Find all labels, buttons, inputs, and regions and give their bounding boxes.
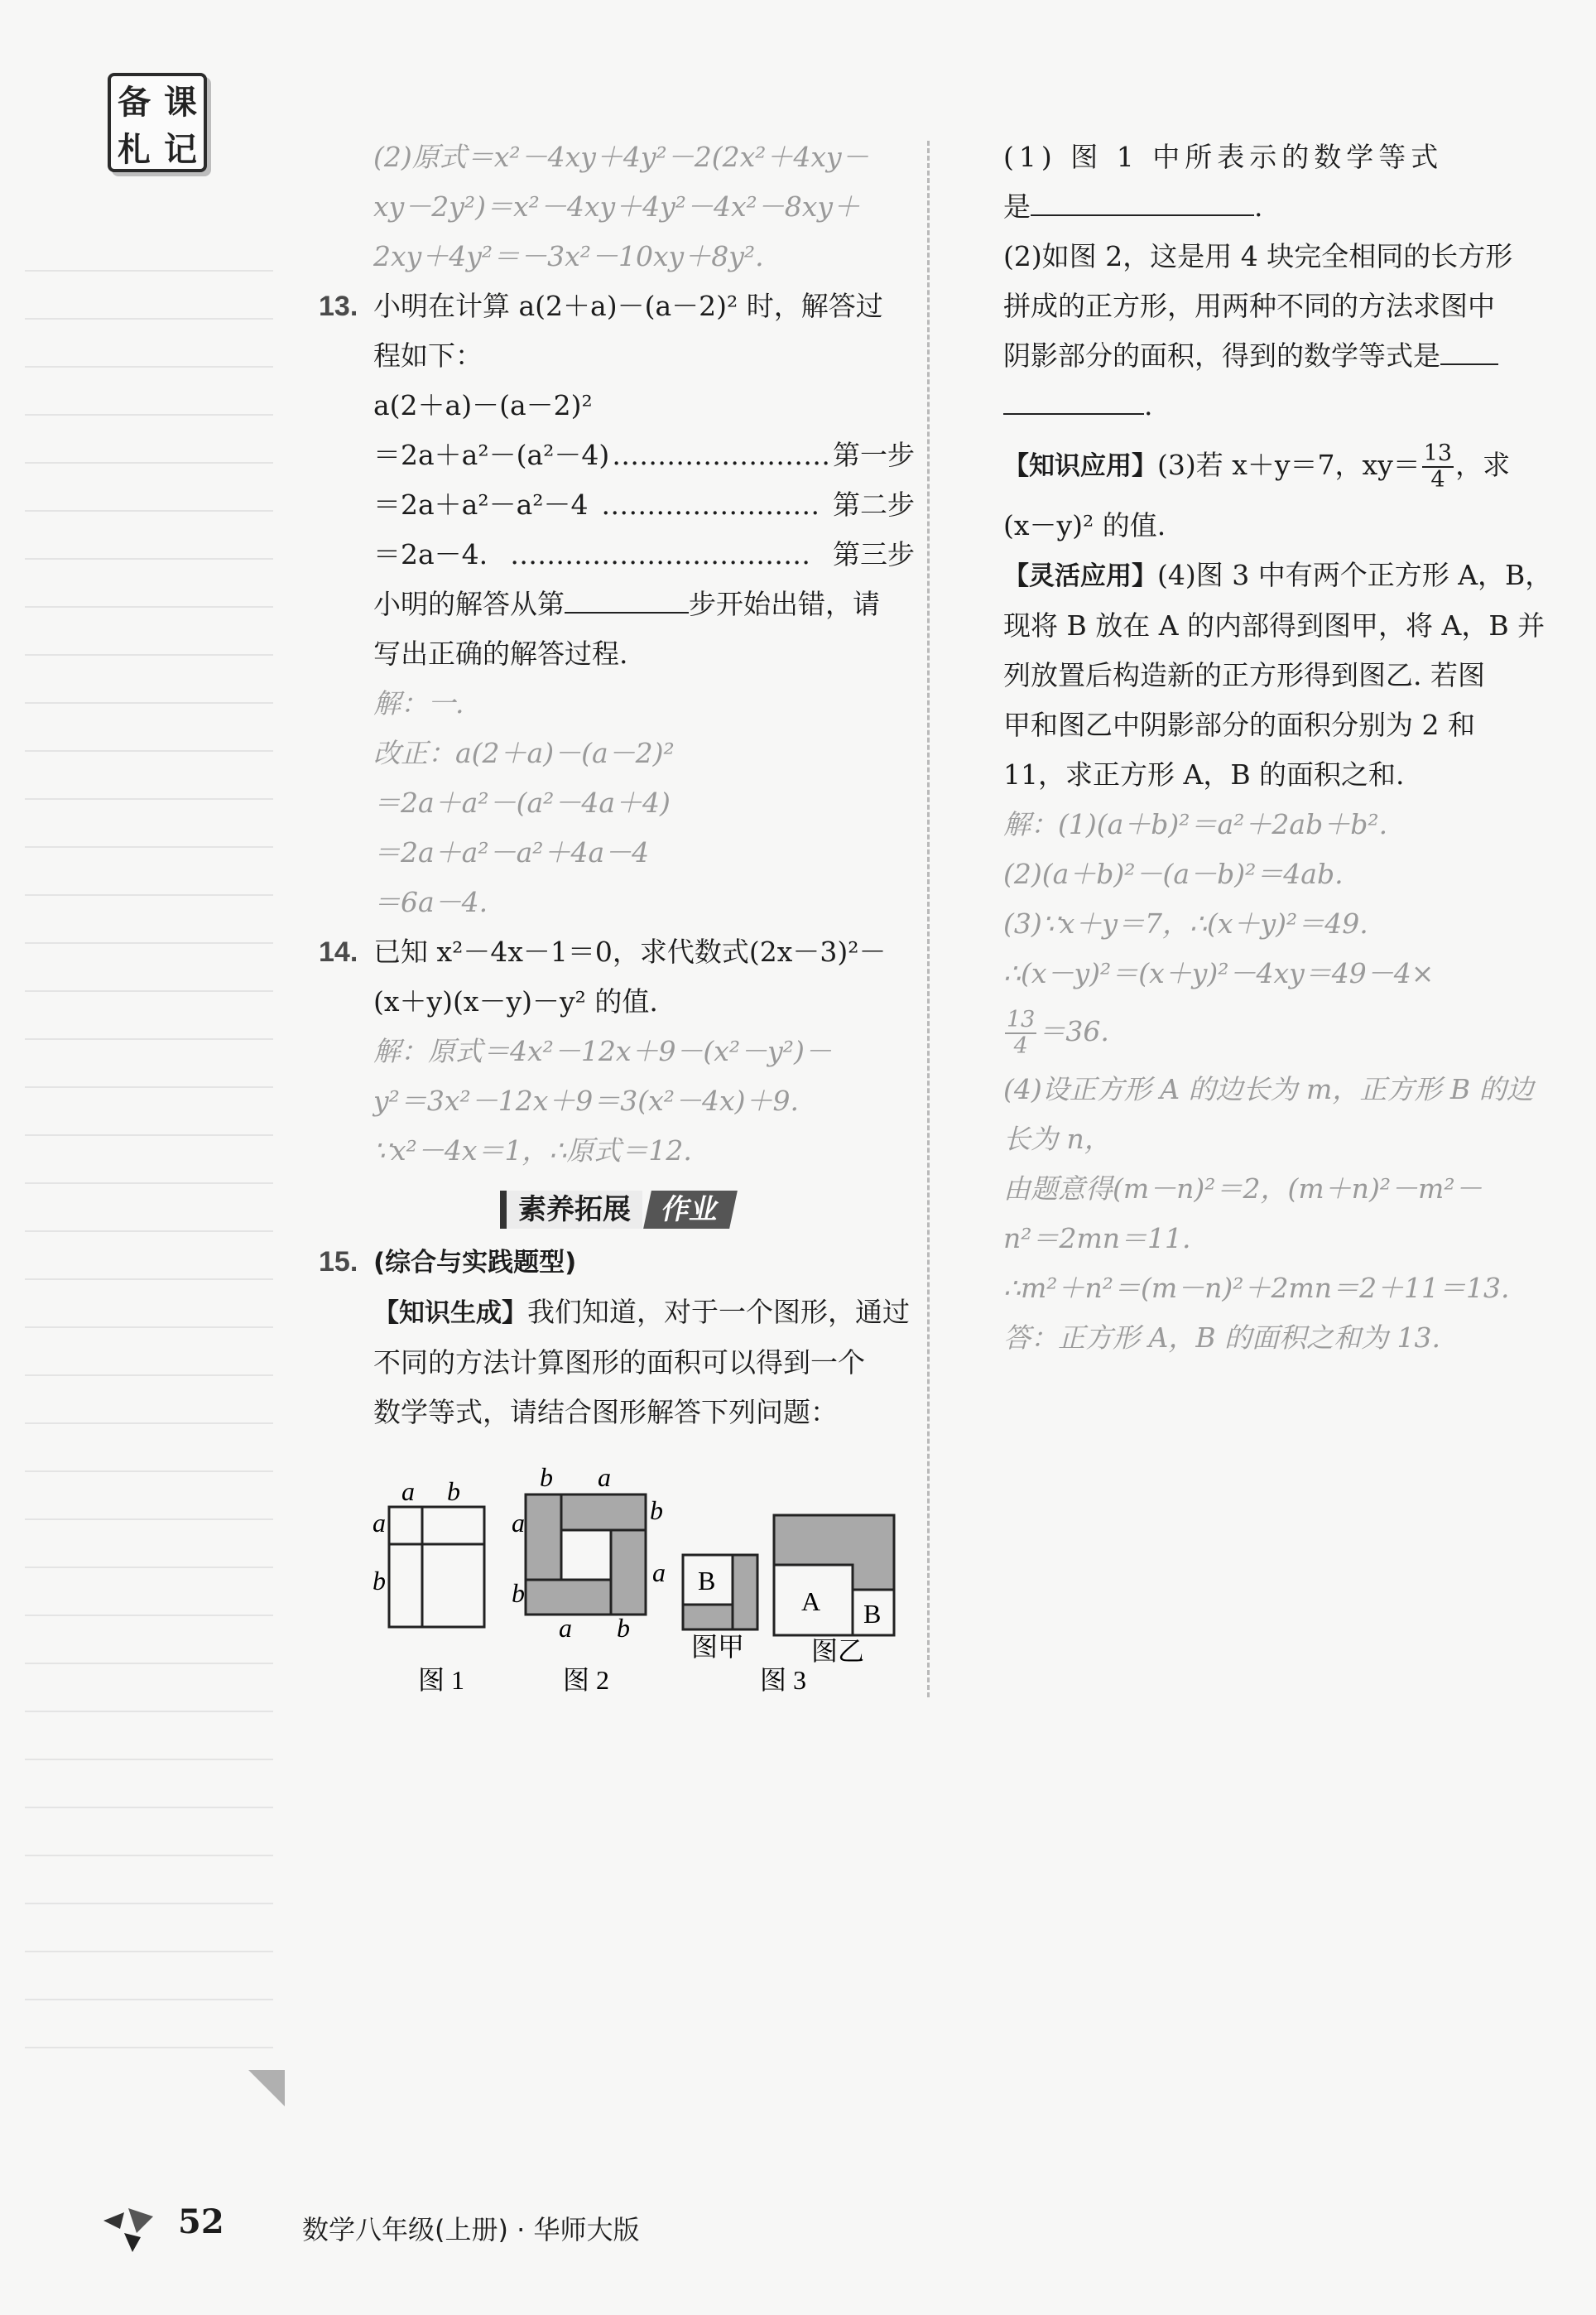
- question-type: (综合与实践题型): [373, 1248, 577, 1278]
- answer-line: xy－2y²)＝x²－4xy＋4y²－4x²－8xy＋: [373, 190, 861, 223]
- figures: [364, 1466, 919, 1714]
- answer-line: 答：正方形 A，B 的面积之和为 13.: [1003, 1321, 1441, 1354]
- fig1-label-b: b: [373, 1566, 386, 1595]
- footer-logo-icon: [99, 2204, 157, 2254]
- fig1-label-a: a: [373, 1508, 386, 1538]
- fig3-caption-jia: 图甲: [691, 1632, 745, 1662]
- fig2-caption: 图 2: [563, 1665, 610, 1695]
- answer-line: (2)(a＋b)²－(a－b)²＝4ab.: [1003, 858, 1344, 890]
- question-text-part: 是: [1003, 190, 1031, 223]
- answer-line: 解：一.: [373, 687, 464, 720]
- question-text-part: 步开始出错，请: [689, 588, 880, 620]
- fraction: [1422, 441, 1454, 493]
- section-tag: 【知识应用】: [1003, 451, 1157, 481]
- question-text-part: 小明的解答从第: [373, 588, 565, 620]
- fig2-label-b: b: [617, 1613, 630, 1643]
- question-text: 写出正确的解答过程.: [373, 638, 628, 670]
- step-dots: ……………………………: [510, 538, 811, 570]
- step-expression: ＝2a－4.: [373, 538, 488, 570]
- question-text: 拼成的正方形，用两种不同的方法求图中: [1003, 290, 1495, 322]
- answer-text-part: ＝36.: [1038, 1015, 1109, 1047]
- question-text: 数学等式，请结合图形解答下列问题：: [373, 1396, 838, 1428]
- question-text: 小明在计算 a(2＋a)－(a－2)² 时，解答过: [373, 290, 883, 322]
- answer-line: 2xy＋4y²＝－3x²－10xy＋8y².: [373, 240, 764, 272]
- answer-line: ∵x²－4x＝1，∴原式＝12.: [373, 1134, 692, 1167]
- question-text-part: .: [1144, 389, 1153, 421]
- answer-line: 解：原式＝4x²－12x＋9－(x²－y²)－: [373, 1035, 832, 1067]
- answer-line: ＝2a＋a²－(a²－4a＋4): [373, 787, 671, 819]
- note-badge-char: 备: [118, 84, 151, 122]
- answer-line: (4)设正方形 A 的边长为 m，正方形 B 的边: [1003, 1073, 1534, 1105]
- fraction: [1005, 1008, 1036, 1059]
- question-text: 列放置后构造新的正方形得到图乙. 若图: [1003, 659, 1485, 691]
- note-badge: [108, 73, 207, 172]
- section-tag: 【知识生成】: [373, 1298, 527, 1328]
- question-text: (2)如图 2，这是用 4 块完全相同的长方形: [1003, 240, 1513, 272]
- answer-blank[interactable]: [565, 582, 689, 614]
- question-text: [1003, 331, 1541, 381]
- note-badge-char: 记: [164, 131, 197, 169]
- answer-line: 长为 n，: [1003, 1123, 1112, 1155]
- answer-blank[interactable]: [1003, 383, 1144, 415]
- answer-line: ∴(x－y)²＝(x＋y)²－4xy＝49－4×: [1003, 957, 1435, 989]
- step-expression: ＝2a＋a²－(a²－4): [373, 439, 610, 471]
- question-text: (1) 图 1 中所表示的数学等式: [1003, 141, 1444, 173]
- answer-line: y²＝3x²－12x＋9＝3(x²－4x)＋9.: [373, 1085, 799, 1117]
- column-divider: [927, 141, 930, 1697]
- answer-line: (2)原式＝x²－4xy＋4y²－2(2x²＋4xy－: [373, 141, 869, 173]
- answer-line: (3)∵x＋y＝7，∴(x＋y)²＝49.: [1003, 907, 1368, 940]
- section-banner: [319, 1191, 915, 1229]
- right-column: [1003, 132, 1553, 1363]
- fraction-top: 13: [1423, 440, 1453, 466]
- fig2-label-a: a: [559, 1613, 572, 1643]
- solution-step: [319, 530, 915, 580]
- question-text-part: .: [1254, 190, 1263, 223]
- question-text: 甲和图乙中阴影部分的面积分别为 2 和: [1003, 709, 1475, 741]
- question-text-part: (4)图 3 中有两个正方形 A，B，: [1157, 559, 1553, 591]
- question-text: 不同的方法计算图形的面积可以得到一个: [373, 1346, 865, 1379]
- book-title: 数学八年级(上册) · 华师大版: [302, 2214, 640, 2245]
- banner-title: 素养拓展: [500, 1191, 642, 1229]
- question-expression: a(2＋a)－(a－2)²: [373, 389, 593, 421]
- question-text-part: (3)若 x＋y＝7，xy＝: [1157, 449, 1421, 481]
- question-text-part: ，求: [1455, 449, 1511, 481]
- question-text: 11，求正方形 A，B 的面积之和.: [1003, 758, 1405, 791]
- fig3-label-B: B: [698, 1566, 716, 1595]
- answer-blank[interactable]: [1440, 334, 1498, 365]
- note-lines: [25, 224, 273, 2086]
- answer-line: n²＝2mn＝11.: [1003, 1222, 1191, 1254]
- question-number: 14.: [319, 936, 358, 968]
- fig1-label-b: b: [447, 1476, 460, 1506]
- fraction-top: 13: [1007, 1007, 1036, 1032]
- question-text: [319, 580, 915, 629]
- step-expression: ＝2a＋a²－a²－4: [373, 489, 589, 521]
- question-text: [1003, 182, 1541, 232]
- answer-line: 改正：a(2＋a)－(a－2)²: [373, 737, 675, 769]
- answer-blank[interactable]: [1031, 185, 1254, 216]
- fraction-bottom: 4: [1430, 467, 1445, 493]
- question-number: 13.: [319, 291, 358, 322]
- step-label: 第三步: [833, 538, 915, 570]
- answer-line: [1003, 999, 1541, 1065]
- question-text: (x－y)² 的值.: [1003, 509, 1166, 541]
- note-badge-char: 课: [164, 84, 197, 122]
- banner-tag: 作业: [643, 1191, 738, 1229]
- solution-step: [319, 431, 915, 480]
- question-text: 现将 B 放在 A 的内部得到图甲，将 A，B 并: [1003, 609, 1546, 642]
- fig2-label-b: b: [512, 1578, 525, 1608]
- fig1-label-a: a: [401, 1476, 415, 1506]
- figures-svg: [364, 1466, 919, 1714]
- fig3-caption-yi: 图乙: [811, 1636, 865, 1666]
- fig1-caption: 图 1: [418, 1665, 465, 1695]
- fig3-label-B: B: [863, 1599, 882, 1629]
- figure-2: [512, 1466, 666, 1695]
- question-15: [319, 1237, 915, 1287]
- question-text-part: 阴影部分的面积，得到的数学等式是: [1003, 339, 1440, 372]
- fig3-label-A: A: [801, 1586, 821, 1616]
- question-text: 程如下：: [373, 339, 483, 372]
- answer-line: 由题意得(m－n)²＝2，(m＋n)²－m²－: [1003, 1172, 1483, 1205]
- section-tag: 【灵活应用】: [1003, 561, 1157, 591]
- question-text: [1003, 551, 1553, 601]
- step-label: 第二步: [832, 489, 915, 521]
- figure-1: [373, 1476, 484, 1695]
- fig3-caption: 图 3: [760, 1665, 807, 1695]
- figure-3: [683, 1515, 894, 1695]
- fig2-label-a: a: [652, 1557, 666, 1587]
- answer-line: ＝6a－4.: [373, 886, 488, 918]
- left-column: [319, 132, 915, 1437]
- fraction-bottom: 4: [1013, 1033, 1028, 1059]
- question-14: [319, 927, 915, 977]
- corner-mark: [248, 2070, 285, 2106]
- question-text: [1003, 381, 1541, 431]
- question-text-part: 我们知道，对于一个图形，通过: [527, 1296, 910, 1328]
- fig2-label-a: a: [598, 1466, 611, 1492]
- fig2-label-a: a: [512, 1508, 525, 1538]
- answer-line: 解：(1)(a＋b)²＝a²＋2ab＋b².: [1003, 808, 1388, 840]
- step-dots: ……………………: [612, 439, 831, 471]
- page-footer: [99, 2202, 679, 2260]
- step-label: 第一步: [832, 439, 915, 471]
- step-dots: ……………………: [601, 489, 820, 521]
- solution-step: [319, 480, 915, 530]
- note-badge-char: 札: [118, 131, 151, 169]
- question-text: 已知 x²－4x－1＝0，求代数式(2x－3)²－: [373, 936, 887, 968]
- question-text: [319, 1287, 915, 1338]
- page-number: 52: [178, 2202, 224, 2241]
- question-text: (x＋y)(x－y)－y² 的值.: [373, 985, 658, 1018]
- answer-line: ＝2a＋a²－a²＋4a－4: [373, 836, 650, 869]
- question-number: 15.: [319, 1246, 358, 1278]
- question-text: [1003, 431, 1541, 501]
- answer-line: ∴m²＋n²＝(m－n)²＋2mn＝2＋11＝13.: [1003, 1272, 1510, 1304]
- fig2-label-b: b: [540, 1466, 553, 1492]
- fig2-label-b: b: [650, 1495, 663, 1525]
- question-13: [319, 282, 915, 331]
